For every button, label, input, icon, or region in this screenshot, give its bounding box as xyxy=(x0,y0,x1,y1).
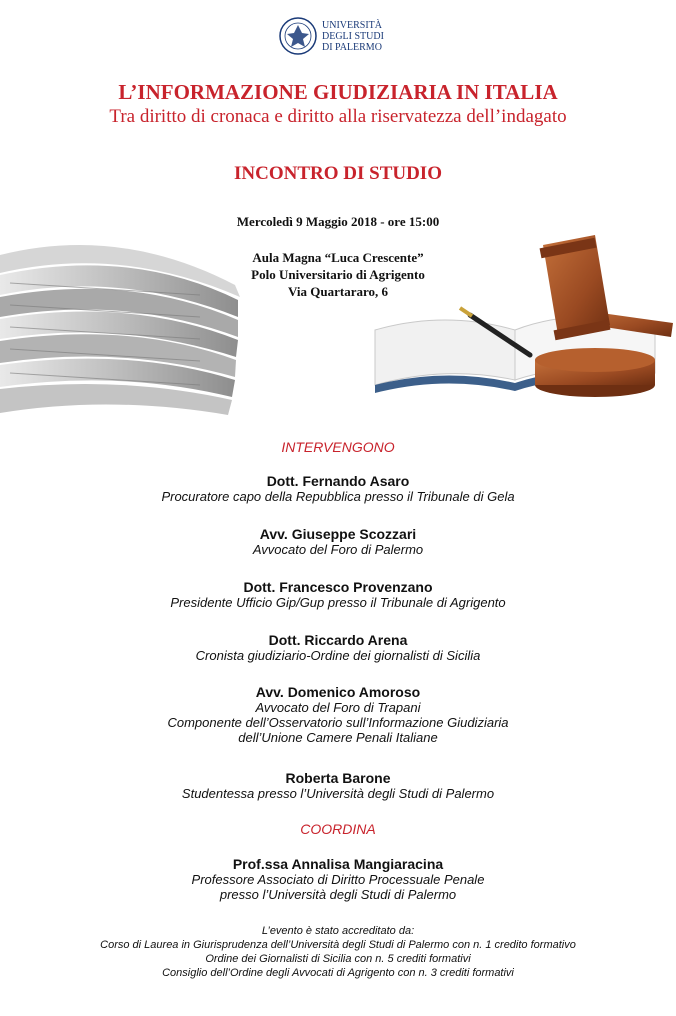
speaker-role: dell’Unione Camere Penali Italiane xyxy=(238,730,438,745)
gavel-book-illustration xyxy=(355,215,676,415)
speaker-name: Avv. Domenico Amoroso xyxy=(255,684,421,700)
speaker-role: Avvocato del Foro di Trapani xyxy=(255,700,421,715)
event-subtitle: Tra diritto di cronaca e diritto alla riservatezza dell’indagato xyxy=(109,106,567,127)
venue-campus: Polo Universitario di Agrigento xyxy=(251,267,425,282)
newspapers-illustration xyxy=(0,225,245,420)
venue-address: Via Quartararo, 6 xyxy=(287,284,388,299)
speaker-role: Procuratore capo della Repubblica presso il Tribunale di Gela xyxy=(161,489,515,504)
accreditation-line: Ordine dei Giornalisti di Sicilia con n. 5 crediti formativi xyxy=(205,953,471,965)
speaker-role: Componente dell’Osservatorio sull’Informazione Giudiziaria xyxy=(167,715,509,730)
accreditation-line: Corso di Laurea in Giurisprudenza dell’Università degli Studi di Palermo con n. 1 credito formativo xyxy=(100,939,576,951)
speaker-entry xyxy=(0,579,676,610)
event-title: L’INFORMAZIONE GIUDIZIARIA IN ITALIA xyxy=(118,80,558,104)
speaker-role: Presidente Ufficio Gip/Gup presso il Tribunale di Agrigento xyxy=(170,595,506,610)
coordinator-heading: COORDINA xyxy=(300,821,376,837)
speaker-role: Studentessa presso l’Università degli Studi di Palermo xyxy=(181,786,495,801)
speaker-name: Dott. Fernando Asaro xyxy=(266,473,410,489)
accreditation-note xyxy=(0,924,676,980)
university-logo xyxy=(278,16,398,56)
speaker-name: Avv. Giuseppe Scozzari xyxy=(259,526,417,542)
speaker-name: Dott. Riccardo Arena xyxy=(268,632,408,648)
university-seal-icon xyxy=(278,16,318,56)
speaker-entry xyxy=(0,770,676,801)
speaker-name: Dott. Francesco Provenzano xyxy=(243,579,433,595)
accreditation-intro: L’evento è stato accreditato da: xyxy=(261,925,415,937)
speaker-entry xyxy=(0,684,676,745)
coordinator-role: presso l’Università degli Studi di Palermo xyxy=(219,887,457,902)
speakers-heading: INTERVENGONO xyxy=(281,439,395,455)
event-date: Mercoledì 9 Maggio 2018 - ore 15:00 xyxy=(236,214,440,229)
speaker-name: Roberta Barone xyxy=(285,770,391,786)
university-name-line2: DEGLI STUDI xyxy=(322,31,384,42)
coordinator-role: Professore Associato di Diritto Processuale Penale xyxy=(191,872,485,887)
speaker-role: Avvocato del Foro di Palermo xyxy=(252,542,424,557)
coordinator-name: Prof.ssa Annalisa Mangiaracina xyxy=(232,856,444,872)
accreditation-line: Consiglio dell’Ordine degli Avvocati di Agrigento con n. 3 crediti formativi xyxy=(162,967,514,979)
speaker-entry xyxy=(0,632,676,663)
venue-hall: Aula Magna “Luca Crescente” xyxy=(252,250,424,265)
speaker-role: Cronista giudiziario-Ordine dei giornalisti di Sicilia xyxy=(195,648,481,663)
event-type: INCONTRO DI STUDIO xyxy=(234,163,442,184)
university-name-line3: DI PALERMO xyxy=(322,42,382,53)
coordinator-entry xyxy=(0,856,676,902)
speaker-entry xyxy=(0,473,676,504)
speaker-entry xyxy=(0,526,676,557)
university-name-line1: UNIVERSITÀ xyxy=(322,20,382,31)
